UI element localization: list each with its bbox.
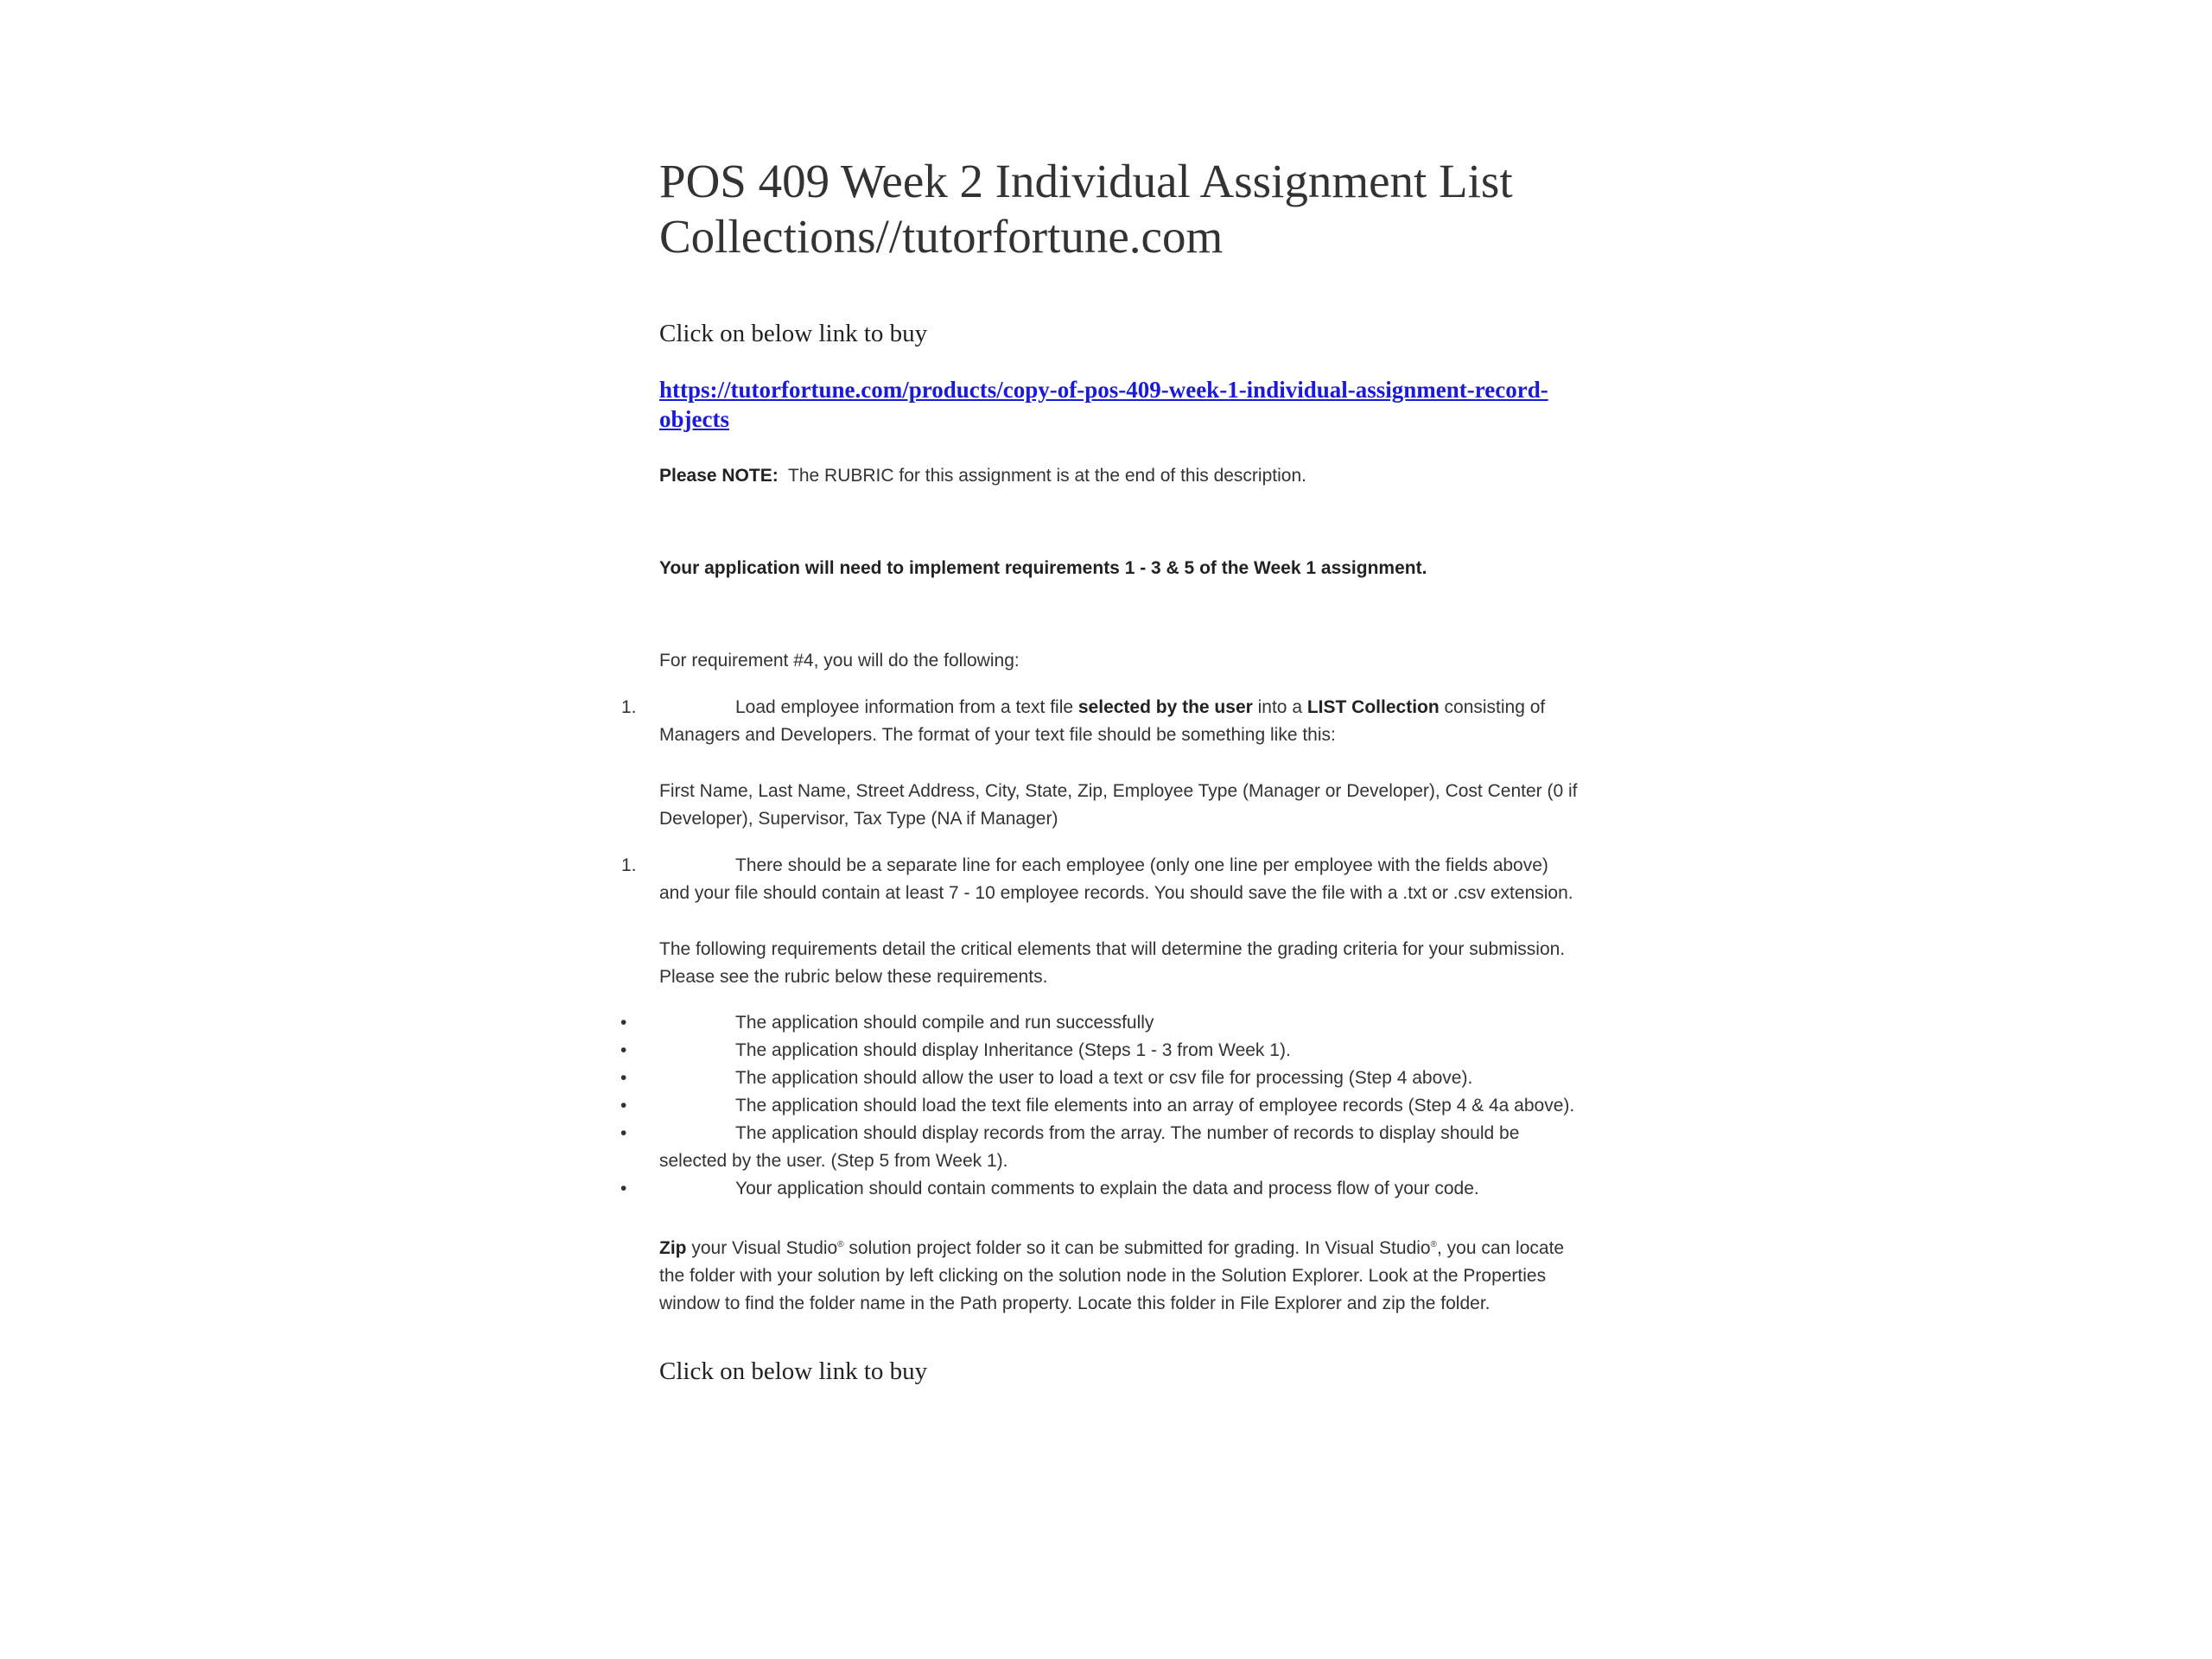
- buy-link[interactable]: https://tutorfortune.com/products/copy-of-pos-409-week-1-individual-assignment-record-objects: [659, 377, 1548, 432]
- zip-bold: Zip: [659, 1238, 687, 1258]
- bullet-marker: •: [620, 1013, 627, 1033]
- list-item-text: The application should display Inheritance (Steps 1 - 3 from Week 1).: [735, 1040, 1291, 1060]
- registered-mark-1: ®: [837, 1240, 844, 1249]
- step-2-marker: 1.: [621, 855, 637, 875]
- title-line-2: Collections//tutorfortune.com: [659, 210, 1224, 263]
- list-item-text: Your application should contain comments to explain the data and process flow of your code.: [735, 1179, 1479, 1198]
- list-item-text: The application should allow the user to load a text or csv file for processing (Step 4 above).: [735, 1068, 1473, 1088]
- list-item: [620, 1092, 1580, 1120]
- bullet-marker: •: [620, 1068, 627, 1088]
- note-label: Please NOTE:: [659, 466, 779, 486]
- step-1-bold-list: LIST Collection: [1306, 697, 1440, 717]
- step-1-text-after: consisting of Managers and Developers. The format of your text file should be something like this:: [659, 697, 1546, 745]
- title-line-1: POS 409 Week 2 Individual Assignment List: [659, 155, 1513, 207]
- document-content: [620, 154, 1580, 1387]
- bullet-marker: •: [620, 1123, 627, 1143]
- zip-part-1: your Visual Studio: [686, 1238, 838, 1258]
- file-format-line: First Name, Last Name, Street Address, City, State, Zip, Employee Type (Manager or Developer), Cost Center (0 if Developer), Supervisor, Tax Type (NA if Manager): [659, 781, 1578, 829]
- step-1-text-before: Load employee information from a text file: [735, 697, 1078, 717]
- bullet-marker: •: [620, 1040, 627, 1060]
- zip-part-2: solution project folder so it can be submitted for grading. In Visual Studio: [843, 1238, 1431, 1258]
- requirements-heading: Your application will need to implement requirements 1 - 3 & 5 of the Week 1 assignment.: [659, 558, 1427, 578]
- step-2-text: There should be a separate line for each employee (only one line per employee with the fields above) and your file should contain at least 7 - 10 employee records. You should save the file with a .txt or .csv extension.: [659, 855, 1573, 903]
- list-item-text: The application should display records from the array. The number of records to display should be selected by the user. (Step 5 from Week 1).: [659, 1123, 1520, 1171]
- list-item: [620, 1037, 1580, 1065]
- bullet-marker: •: [620, 1096, 627, 1116]
- note-paragraph: [659, 462, 1580, 490]
- buy-prompt-top: Click on below link to buy: [659, 320, 928, 347]
- zip-instructions: [659, 1231, 1580, 1318]
- bullet-marker: •: [620, 1179, 627, 1198]
- step-1-bold-selected: selected by the user: [1077, 697, 1253, 717]
- list-item: [620, 1120, 1580, 1175]
- buy-prompt-bottom: Click on below link to buy: [659, 1357, 928, 1385]
- document-title: [659, 154, 1580, 264]
- for-requirement-text: For requirement #4, you will do the following:: [659, 651, 1020, 671]
- list-item-text: The application should compile and run successfully: [735, 1013, 1154, 1033]
- note-text: The RUBRIC for this assignment is at the end of this description.: [788, 466, 1306, 486]
- step-2: [621, 852, 1580, 907]
- registered-mark-2: ®: [1430, 1240, 1437, 1249]
- list-item: [620, 1065, 1580, 1092]
- zip-part-3: , you can locate the folder with your solution by left clicking on the solution node in the Solution Explorer. Look at the Properties window to find the folder name in the Path property. Locate this folder in File Explorer and zip the folder.: [659, 1238, 1565, 1313]
- step-1-marker: 1.: [621, 697, 637, 717]
- step-1: [621, 694, 1580, 749]
- grading-intro: The following requirements detail the critical elements that will determine the grading criteria for your submission. Please see the rubric below these requirements.: [659, 939, 1566, 987]
- list-item-text: The application should load the text file elements into an array of employee records (Step 4 & 4a above).: [735, 1096, 1575, 1116]
- list-item: [620, 1009, 1580, 1037]
- grading-criteria-list: [620, 1009, 1580, 1203]
- step-1-text-mid: into a: [1252, 697, 1307, 717]
- list-item: [620, 1175, 1580, 1203]
